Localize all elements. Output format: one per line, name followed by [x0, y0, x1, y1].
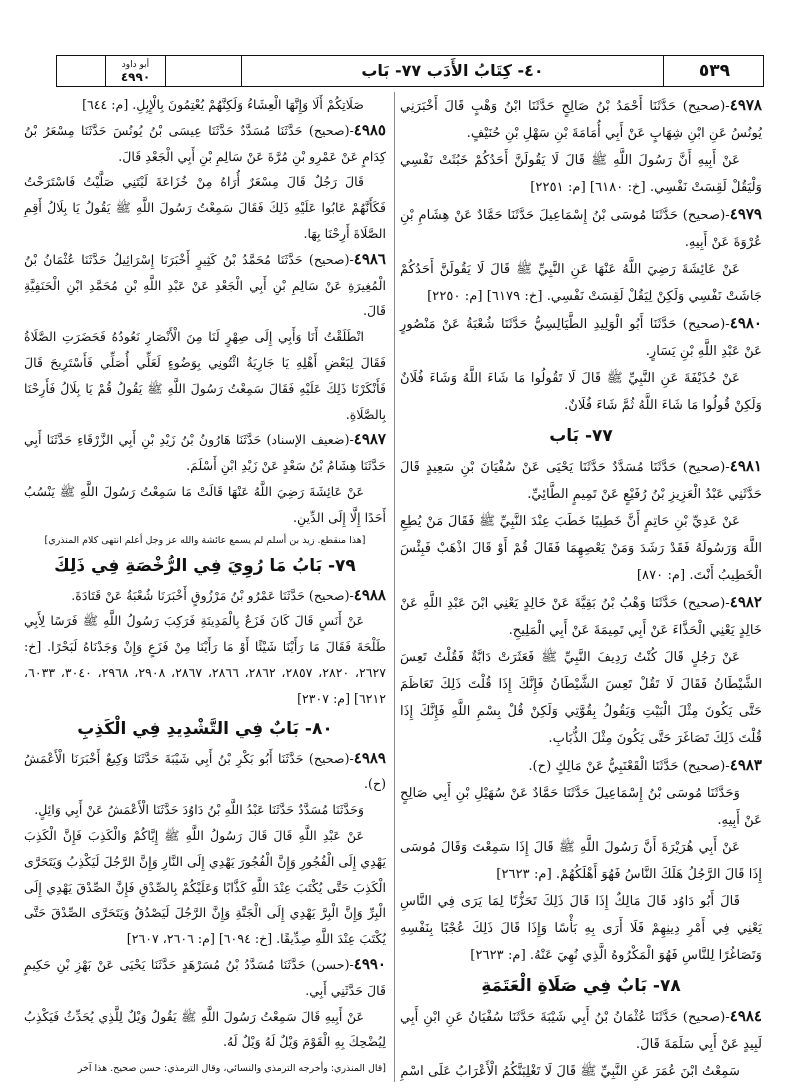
hadith-text	[24, 479, 386, 531]
hadith-text	[400, 1058, 762, 1085]
hadith-number: ٤٩٨١	[729, 457, 762, 475]
hadith-entry	[24, 247, 386, 324]
hadith-text	[24, 797, 386, 823]
header-blank-cell	[165, 56, 241, 86]
hadith-body: (صحيح) حَدَّثَنَا عَمْرُو بْنُ مَرْزُوقٍ أَخْبَرَنَا شُعْبَةُ عَنْ قَتَادَةَ.	[71, 587, 350, 603]
hadith-entry	[24, 583, 386, 609]
hadith-separator: -	[349, 122, 354, 138]
hadith-separator: -	[725, 759, 730, 774]
hadith-number: ٤٩٨٩	[353, 748, 386, 767]
hadith-number: ٤٩٨٠	[729, 314, 762, 332]
hadith-separator: -	[725, 1010, 730, 1025]
hadith-body: وَحَدَّثَنَا مُسَدَّدٌ حَدَّثَنَا عَبْدُ اللَّهِ بْنُ دَاوُدَ حَدَّثَنَا الْأَعْمَشُ عَنْ أَبِي وَائِلٍ.	[34, 802, 364, 818]
hadith-number: ٤٩٨٢	[729, 593, 762, 611]
hadith-number: ٤٩٧٩	[729, 205, 762, 223]
editor-note: [هذا منقطع. زيد بن أسلم لم يسمع عائشة والله عز وجل أعلم انتهى كلام المنذري]	[44, 534, 366, 546]
hadith-separator: -	[725, 460, 730, 475]
hadith-body: عَنْ عَبْدِ اللَّهِ قَالَ قَالَ رَسُولُ اللَّهِ ﷺ إِيَّاكُمْ وَالْكَذِبَ فَإِنَّ الْكَذِبَ يَهْدِي إِلَى الْفُجُورِ وَإِنَّ الْفُجُورَ يَهْدِي إِلَى النَّارِ وَإِنَّ الرَّجُلَ لَيَكْذِبُ وَيَتَحَرَّى الْكَذِبَ حَتَّى يُكْتَبَ عِنْدَ اللَّهِ كَذَّابًا وَعَلَيْكُمْ بِالصِّدْقِ فَإِنَّ الصِّدْقَ يَهْدِي إِلَى الْبِرِّ وَإِنَّ الْبِرَّ يَهْدِي إِلَى الْجَنَّةِ وَإِنَّ الرَّجُلَ لَيَصْدُقُ وَيَتَحَرَّى الصِّدْقَ حَتَّى يُكْتَبَ عِنْدَ اللَّهِ صِدِّيقًا. [خ: ٦٠٩٤] [م: ٢٦٠٦، ٢٦٠٧]	[24, 827, 386, 947]
chapter-heading: ٧٩- بَابُ مَا رُوِيَ فِي الرُّخْصَةِ فِي ذَلِكَ	[54, 555, 356, 576]
hadith-separator: -	[349, 956, 354, 972]
hadith-text	[400, 888, 762, 969]
hadith-separator: -	[725, 596, 730, 611]
hadith-number: ٤٩٨٥	[353, 120, 386, 139]
hadith-body: (صحيح) حَدَّثَنَا الْقَعْنَبِيُّ عَنْ مَالِكٍ (ح).	[528, 759, 726, 774]
hadith-body: (صحيح) حَدَّثَنَا أَبُو بَكْرِ بْنُ أَبِي شَيْبَةَ حَدَّثَنَا وَكِيعٌ أَخْبَرَنَا الْأَعْمَشُ (ح).	[24, 750, 386, 792]
header-reference-cell	[105, 56, 165, 86]
hadith-text	[24, 324, 386, 427]
hadith-body: (حسن) حَدَّثَنَا مُسَدَّدُ بْنُ مُسَرْهَدٍ حَدَّثَنَا يَحْيَى عَنْ بَهْزِ بْنِ حَكِيمٍ قَالَ حَدَّثَنِي أَبِي.	[24, 956, 386, 998]
header-page-cell	[663, 56, 765, 86]
hadith-body: عَنْ أَبِيهِ أَنَّ رَسُولَ اللَّهِ ﷺ قَالَ لَا يَقُولَنَّ أَحَدُكُمْ خَبُثَتْ نَفْسِي وَلْيَقُلْ لَقِسَتْ نَفْسِي. [خ: ٦١٨٠] [م: ٢٢٥١]	[400, 153, 762, 195]
footnote: [قال المنذري: وأخرجه الترمذي والنسائي، وقال الترمذي: حسن صحيح. هذا آخر	[77, 1063, 386, 1075]
hadith-body: عَنْ أَبِي هُرَيْرَةَ أَنَّ رَسُولَ اللَّهِ ﷺ قَالَ إِذَا سَمِعْتَ وَقَالَ مُوسَى إِذَا قَالَ الرَّجُلُ هَلَكَ النَّاسُ فَهُوَ أَهْلَكُهُمْ. [م: ٢٦٢٣]	[400, 840, 762, 882]
hadith-entry	[24, 746, 386, 798]
hadith-body: صَلَاتِكُمْ أَلَا وَإِنَّهَا الْعِشَاءُ وَلَكِنَّهُمْ يُعْتِمُونَ بِالْإِبِلِ. [م: ٦٤٤]	[82, 97, 364, 112]
hadith-text	[24, 608, 386, 711]
hadith-body: (صحيح) حَدَّثَنَا مُحَمَّدُ بْنُ كَثِيرٍ أَخْبَرَنَا إِسْرَائِيلُ حَدَّثَنَا عُثْمَانُ بْنُ الْمُغِيرَةِ عَنْ سَالِمِ بْنِ أَبِي الْجَعْدِ عَنْ عَبْدِ اللَّهِ بْنِ مُحَمَّدِ ابْنِ الْحَنَفِيَّةِ قَالَ.	[24, 251, 386, 319]
hadith-body: عَنْ أَنَسٍ قَالَ كَانَ فَزَعٌ بِالْمَدِينَةِ فَرَكِبَ رَسُولُ اللَّهِ ﷺ فَرَسًا لِأَبِي طَلْحَةَ فَقَالَ مَا رَأَيْنَا شَيْئًا أَوْ مَا رَأَيْنَا مِنْ فَزَعٍ وَإِنْ وَجَدْنَاهُ لَبَحْرًا. [خ: ٢٦٢٧، ٢٨٢٠، ٢٨٥٧، ٢٨٦٢، ٢٨٦٦، ٢٨٦٧، ٢٩٠٨، ٢٩٦٨، ٣٠٤٠، ٦٠٣٣، ٦٢١٢] [م: ٢٣٠٧]	[24, 613, 387, 706]
hadith-entry	[24, 118, 386, 170]
hadith-entry	[400, 1003, 762, 1058]
hadith-body: انْطَلَقْتُ أَنَا وَأَبِي إِلَى صِهْرٍ لَنَا مِنَ الْأَنْصَارِ نَعُودُهُ فَحَضَرَتِ الصَّلَاةُ فَقَالَ لِبَعْضِ أَهْلِهِ يَا جَارِيَةُ ائْتُونِي بِوَضُوءٍ لَعَلِّي أُصَلِّي فَأَسْتَرِيحَ قَالَ فَأَنْكَرْنَا ذَلِكَ عَلَيْهِ فَقَالَ سَمِعْتُ رَسُولَ اللَّهِ ﷺ يَقُولُ قُمْ يَا بِلَالُ فَأَرِحْنَا بِالصَّلَاةِ.	[24, 329, 386, 422]
hadith-body: قَالَ أَبُو دَاوُد قَالَ مَالِكٌ إِذَا قَالَ ذَلِكَ تَحَزُّنًا لِمَا يَرَى فِي النَّاسِ يَعْنِي فِي أَمْرِ دِينِهِمْ فَلَا أَرَى بِهِ بَأْسًا وَإِذَا قَالَ ذَلِكَ عُجْبًا بِنَفْسِهِ وَتَصَاغُرًا لِلنَّاسِ فَهُوَ الْمَكْرُوهُ الَّذِي نُهِيَ عَنْهُ. [م: ٢٦٢٣]	[400, 894, 762, 963]
hadith-entry	[400, 201, 762, 256]
hadith-entry	[400, 752, 762, 780]
running-title: ٤٠- كِتَابُ الأَدَب ٧٧- بَاب	[361, 61, 544, 80]
hadith-entry	[24, 952, 386, 1004]
hadith-number: ٤٩٨٧	[353, 430, 386, 449]
hadith-body: (صحيح) حَدَّثَنَا وَهْبُ بْنُ بَقِيَّةَ عَنْ خَالِدٍ يَعْنِي ابْنَ عَبْدِ اللَّهِ عَنْ خَالِدٍ يَعْنِي الْحَذَّاءَ عَنْ أَبِي تَمِيمَةَ عَنْ أَبِي الْمَلِيحِ.	[400, 596, 762, 638]
hadith-number: ٤٩٨٨	[353, 585, 386, 604]
hadith-number: ٤٩٩٠	[353, 954, 386, 973]
header-hadith-range: ٤٩٩٠	[120, 70, 151, 84]
left-text-column	[24, 92, 386, 1077]
hadith-separator: -	[349, 251, 354, 267]
hadith-text	[400, 256, 762, 310]
hadith-body: عَنْ عَائِشَةَ رَضِيَ اللَّهُ عَنْهَا قَالَتْ مَا سَمِعْتُ رَسُولَ اللَّهِ ﷺ يَنْسُبُ أَحَدًا إِلَّا إِلَى الدِّينِ.	[24, 483, 386, 525]
header-title-cell	[241, 56, 663, 86]
hadith-body: سَمِعْتُ ابْنَ عُمَرَ عَنِ النَّبِيِّ ﷺ قَالَ لَا تَغْلِبَنَّكُمُ الْأَعْرَابُ عَلَى اسْمِ	[400, 1064, 740, 1079]
column-divider	[394, 92, 395, 1082]
hadith-body: (صحيح) حَدَّثَنَا مُوسَى بْنُ إِسْمَاعِيلَ حَدَّثَنَا حَمَّادٌ عَنْ هِشَامِ بْنِ عُرْوَةَ عَنْ أَبِيهِ.	[400, 208, 762, 250]
hadith-body: (صحيح) حَدَّثَنَا عُثْمَانُ بْنُ أَبِي شَيْبَةَ حَدَّثَنَا سُفْيَانُ عَنِ ابْنِ أَبِي لَبِيدٍ عَنْ أَبِي سَلَمَةَ قَالَ.	[400, 1010, 762, 1052]
hadith-body: (صحيح) حَدَّثَنَا أَحْمَدُ بْنُ صَالِحٍ حَدَّثَنَا ابْنُ وَهْبٍ قَالَ أَخْبَرَنِي يُونُسُ عَنِ ابْنِ شِهَابٍ عَنْ أَبِي أُمَامَةَ بْنِ سَهْلِ بْنِ حُنَيْفٍ.	[400, 99, 762, 141]
hadith-separator: -	[349, 587, 354, 603]
right-text-column	[400, 92, 762, 1085]
hadith-entry	[400, 453, 762, 508]
header-book-name: أبو داود	[121, 60, 150, 70]
hadith-text	[400, 365, 762, 419]
hadith-body: عَنْ عَائِشَةَ رَضِيَ اللَّهُ عَنْهَا عَنِ النَّبِيِّ ﷺ قَالَ لَا يَقُولَنَّ أَحَدُكُمْ جَاشَتْ نَفْسِي وَلَكِنْ لِيَقُلْ لَقِسَتْ نَفْسِي. [خ: ٦١٧٩] [م: ٢٢٥٠]	[400, 262, 762, 304]
hadith-entry	[24, 427, 386, 479]
hadith-body: قَالَ رَجُلٌ قَالَ مِسْعَرٌ أُرَاهُ مِنْ خُزَاعَةَ لَيْتَنِي صَلَّيْتُ فَاسْتَرَحْتُ فَكَأَنَّهُمْ عَابُوا عَلَيْهِ ذَلِكَ فَقَالَ سَمِعْتُ رَسُولَ اللَّهِ ﷺ يَقُولُ يَا بِلَالُ أَقِمِ الصَّلَاةَ أَرِحْنَا بِهَا.	[24, 174, 386, 241]
chapter-heading: ٧٨- بَابٌ فِي صَلَاةِ الْعَتَمَةِ	[481, 976, 681, 996]
hadith-entry	[400, 310, 762, 365]
hadith-text	[400, 834, 762, 888]
hadith-separator: -	[725, 208, 730, 223]
hadith-text	[24, 92, 386, 118]
header-empty-cell	[57, 56, 105, 86]
hadith-text	[24, 169, 386, 246]
hadith-body: (صحيح) حَدَّثَنَا مُسَدَّدٌ حَدَّثَنَا عِيسَى بْنُ يُونُسَ حَدَّثَنَا مِسْعَرُ بْنُ كِدَامٍ عَنْ عَمْرِو بْنِ مُرَّةَ عَنْ سَالِمِ بْنِ أَبِي الْجَعْدِ قَالَ.	[24, 122, 386, 164]
hadith-body: (صحيح) حَدَّثَنَا مُسَدَّدٌ حَدَّثَنَا يَحْيَى عَنْ سُفْيَانَ بْنِ سَعِيدٍ قَالَ حَدَّثَنِي عَبْدُ الْعَزِيزِ بْنُ رُفَيْعٍ عَنْ تَمِيمٍ الطَّائِيِّ.	[400, 460, 762, 502]
hadith-entry	[400, 92, 762, 147]
chapter-heading: ٨٠- بَابٌ فِي التَّشْدِيدِ فِي الْكَذِبِ	[77, 718, 333, 739]
hadith-body: (صحيح) حَدَّثَنَا أَبُو الْوَلِيدِ الطَّيَالِسِيُّ حَدَّثَنَا شُعْبَةُ عَنْ مَنْصُورٍ عَنْ عَبْدِ اللَّهِ بْنِ يَسَارٍ.	[400, 317, 762, 359]
hadith-separator: -	[725, 317, 730, 332]
page-number: ٥٣٩	[698, 61, 731, 81]
hadith-number: ٤٩٨٤	[729, 1007, 762, 1025]
hadith-text	[400, 147, 762, 201]
hadith-body: عَنْ حُذَيْفَةَ عَنِ النَّبِيِّ ﷺ قَالَ لَا تَقُولُوا مَا شَاءَ اللَّهُ وَشَاءَ فُلَانٌ وَلَكِنْ قُولُوا مَا شَاءَ اللَّهُ ثُمَّ شَاءَ فُلَانٌ.	[400, 371, 762, 413]
hadith-separator: -	[349, 432, 354, 448]
hadith-number: ٤٩٨٣	[729, 756, 762, 774]
hadith-body: (ضعيف الإسناد) حَدَّثَنَا هَارُونُ بْنُ زَيْدِ بْنِ أَبِي الزَّرْقَاءِ حَدَّثَنَا أَبِي حَدَّثَنَا هِشَامُ بْنُ سَعْدٍ عَنْ زَيْدِ ابْنِ أَسْلَمَ.	[24, 432, 386, 474]
hadith-text	[400, 508, 762, 589]
hadith-separator: -	[725, 99, 730, 114]
hadith-text	[24, 823, 386, 952]
hadith-text	[400, 780, 762, 834]
chapter-heading: ٧٧- بَاب	[549, 426, 613, 446]
hadith-body: عَنْ أَبِيهِ قَالَ سَمِعْتُ رَسُولَ اللَّهِ ﷺ يَقُولُ وَيْلٌ لِلَّذِي يُحَدِّثُ فَيَكْذِبُ لِيُضْحِكَ بِهِ الْقَوْمَ وَيْلٌ لَهُ وَيْلٌ لَهُ.	[24, 1008, 386, 1050]
hadith-body: عَنْ عَدِيِّ بْنِ حَاتِمٍ أَنَّ خَطِيبًا خَطَبَ عِنْدَ النَّبِيِّ ﷺ فَقَالَ مَنْ يُطِعِ اللَّهَ وَرَسُولَهُ فَقَدْ رَشَدَ وَمَنْ يَعْصِهِمَا فَقَالَ قُمْ أَوْ قَالَ اذْهَبْ فَبِئْسَ الْخَطِيبُ أَنْتَ. [م: ٨٧٠]	[400, 514, 762, 583]
hadith-entry	[400, 589, 762, 644]
hadith-body: وَحَدَّثَنَا مُوسَى بْنُ إِسْمَاعِيلَ حَدَّثَنَا حَمَّادٌ عَنْ سُهَيْلِ بْنِ أَبِي صَالِحٍ عَنْ أَبِيهِ.	[400, 786, 762, 828]
hadith-text	[400, 644, 762, 752]
hadith-body: عَنْ رَجُلٍ قَالَ كُنْتُ رَدِيفَ النَّبِيِّ ﷺ فَعَثَرَتْ دَابَّةٌ فَقُلْتُ تَعِسَ الشَّيْطَانُ فَقَالَ لَا تَقُلْ تَعِسَ الشَّيْطَانُ فَإِنَّكَ إِذَا قُلْتَ ذَلِكَ تَعَاظَمَ حَتَّى يَكُونَ مِثْلَ الْبَيْتِ وَيَقُولُ بِقُوَّتِي وَلَكِنْ قُلْ بِسْمِ اللَّهِ فَإِنَّكَ إِذَا قُلْتَ ذَلِكَ تَصَاغَرَ حَتَّى يَكُونَ مِثْلَ الذُّبَابِ.	[400, 650, 762, 746]
hadith-number: ٤٩٧٨	[729, 96, 762, 114]
hadith-number: ٤٩٨٦	[353, 249, 386, 268]
hadith-text	[24, 1004, 386, 1056]
hadith-separator: -	[349, 750, 354, 766]
page-header	[56, 55, 764, 87]
